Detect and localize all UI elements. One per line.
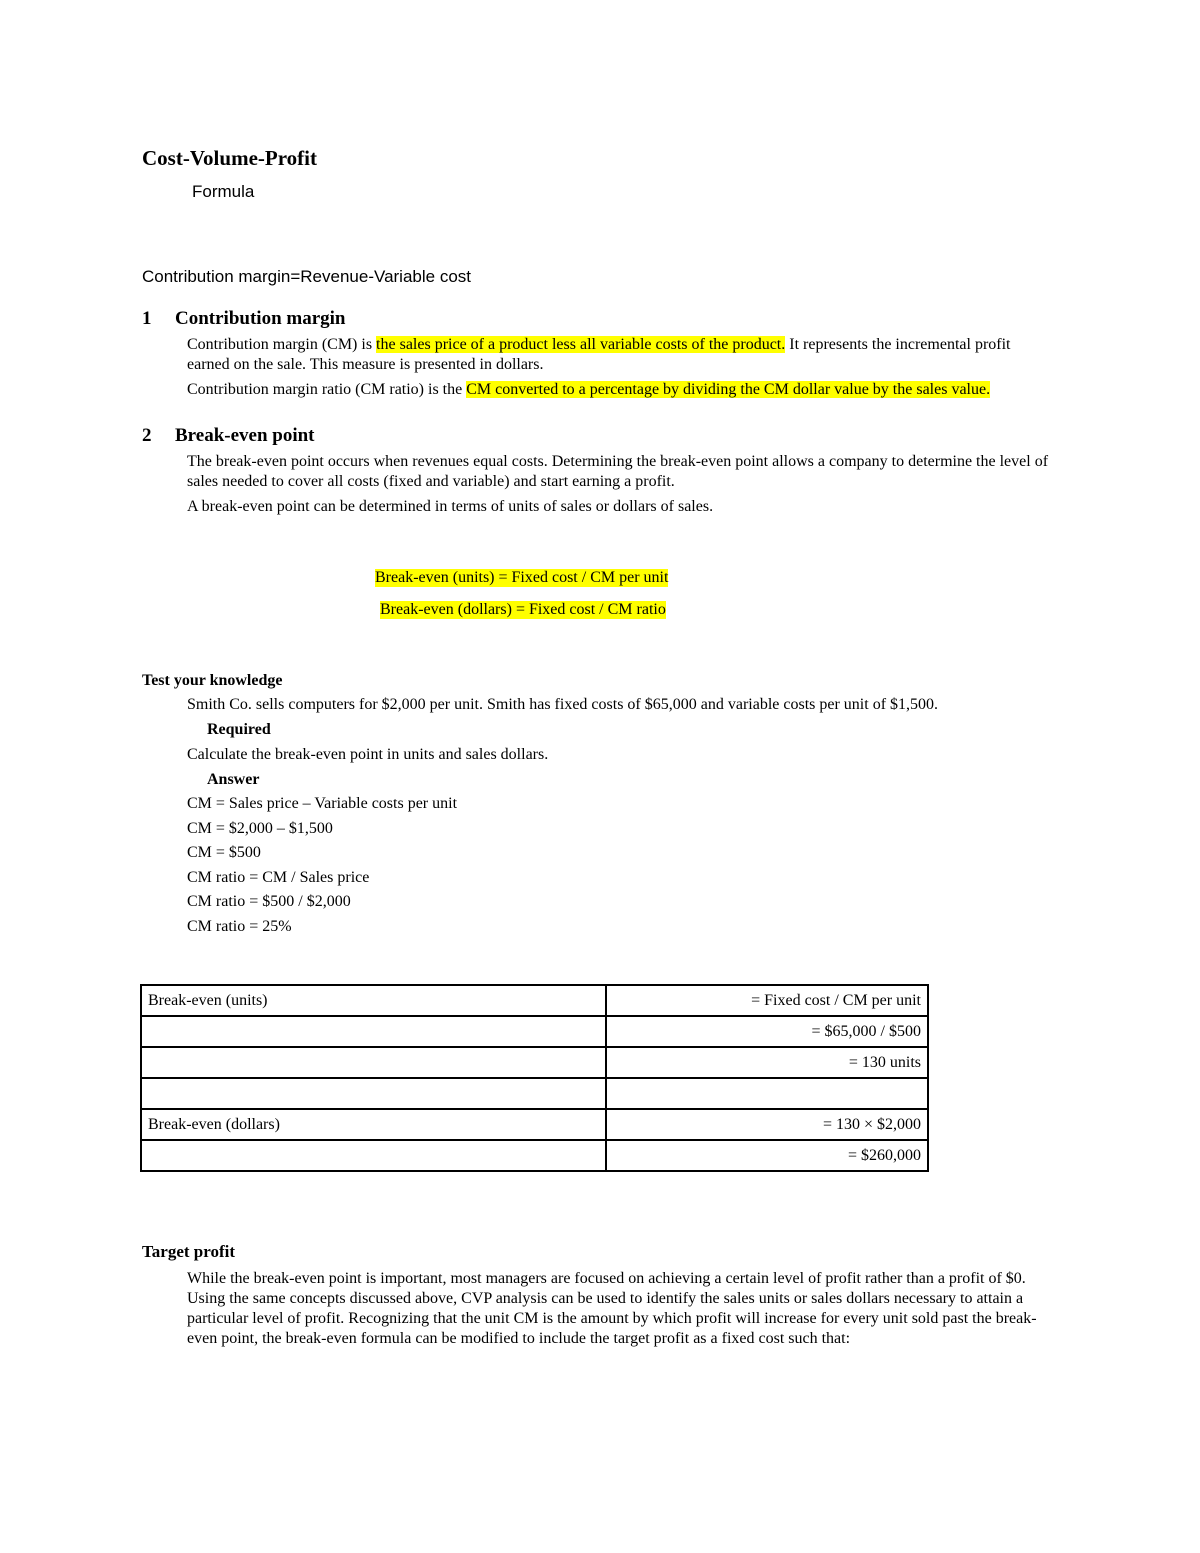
answer-line: CM ratio = CM / Sales price — [187, 869, 370, 886]
table-cell: Break-even (dollars) — [141, 1109, 606, 1140]
table-row — [141, 1016, 928, 1047]
test-problem: Smith Co. sells computers for $2,000 per unit. Smith has fixed costs of $65,000 and variable costs per unit of $1,500. — [187, 696, 939, 713]
table-cell: = 130 × $2,000 — [606, 1109, 928, 1140]
section-2-number: 2 — [142, 425, 152, 446]
table-cell: Break-even (units) — [141, 985, 606, 1016]
target-paragraph: While the break-even point is important, most managers are focused on achieving a certain level of profit rather than a profit of $0. Using the same concepts discussed above, CVP analysis can be used to identify the sales units or sales dollars necessary to attain a particular level of profit. Recognizing that the unit CM is the amount by which profit will increase for every unit sold past the break-even point, the break-even formula can be modified to include the target profit as a fixed cost such that: — [187, 1270, 1037, 1347]
table-cell: = Fixed cost / CM per unit — [606, 985, 928, 1016]
answer-line: CM = $500 — [187, 844, 261, 861]
table-cell — [141, 1078, 606, 1109]
cm-def-text-b: It represents the incremental profit earned on the sale. This measure is presented in dollars. — [187, 336, 1011, 373]
cm-definition-paragraph — [187, 335, 1057, 375]
answer-label: Answer — [207, 771, 260, 788]
table-row — [141, 985, 928, 1016]
cm-def-text-a: Contribution margin (CM) is — [187, 336, 377, 353]
cm-ratio-highlight: CM converted to a percentage by dividing the CM dollar value by the sales value. — [466, 381, 991, 398]
table-cell — [141, 1047, 606, 1078]
table-row — [141, 1047, 928, 1078]
required-text: Calculate the break-even point in units and sales dollars. — [187, 746, 549, 763]
be-units-formula: Break-even (units) = Fixed cost / CM per unit — [375, 569, 669, 586]
section-1-title: Contribution margin — [175, 308, 346, 329]
answer-line: CM = Sales price – Variable costs per unit — [187, 795, 458, 812]
required-label: Required — [207, 721, 271, 738]
target-heading: Target profit — [142, 1242, 236, 1261]
answer-line: CM ratio = $500 / $2,000 — [187, 893, 351, 910]
table-cell: = $65,000 / $500 — [606, 1016, 928, 1047]
table-cell — [606, 1078, 928, 1109]
table-cell: = 130 units — [606, 1047, 928, 1078]
section-2-title: Break-even point — [175, 425, 315, 446]
table-cell — [141, 1016, 606, 1047]
be-definition-paragraph: The break-even point occurs when revenues equal costs. Determining the break-even point allows a company to determine the level of sales needed to cover all costs (fixed and variable) and start earning a profit. — [187, 453, 1049, 490]
be-dollars-formula: Break-even (dollars) = Fixed cost / CM ratio — [380, 601, 666, 618]
table-row — [141, 1140, 928, 1171]
section-1-number: 1 — [142, 308, 152, 329]
table-cell: = $260,000 — [606, 1140, 928, 1171]
answer-line: CM ratio = 25% — [187, 918, 292, 935]
table-row — [141, 1109, 928, 1140]
table-row — [141, 1078, 928, 1109]
cm-ratio-paragraph — [187, 380, 1037, 400]
table-cell — [141, 1140, 606, 1171]
answer-line: CM = $2,000 – $1,500 — [187, 820, 333, 837]
test-heading: Test your knowledge — [142, 672, 283, 689]
cm-formula-line: Contribution margin=Revenue-Variable cost — [142, 267, 472, 286]
doc-title: Cost-Volume-Profit — [142, 146, 317, 170]
be-terms-paragraph: A break-even point can be determined in terms of units of sales or dollars of sales. — [187, 498, 714, 515]
cm-ratio-text-a: Contribution margin ratio (CM ratio) is the — [187, 381, 467, 398]
cm-def-highlight: the sales price of a product less all variable costs of the product. — [376, 336, 786, 353]
break-even-table — [140, 984, 929, 1172]
doc-subtitle: Formula — [192, 182, 255, 201]
